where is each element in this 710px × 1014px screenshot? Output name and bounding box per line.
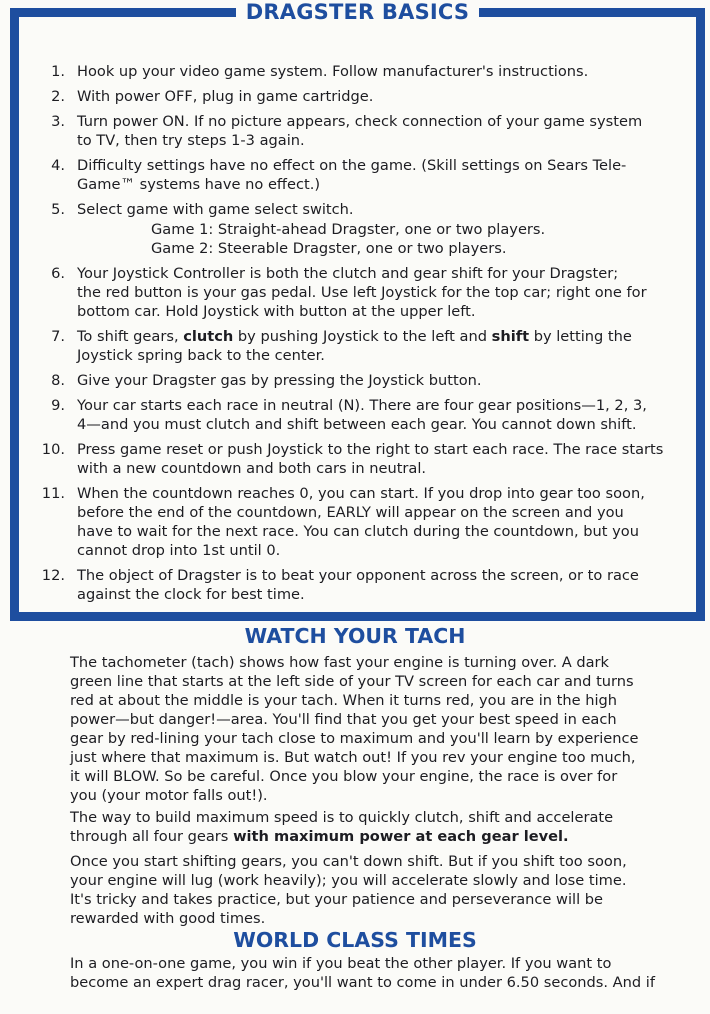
step-10: 10. Press game reset or push Joystick to the right to start each race. The race starts with a new countdown and both cars in neutral. [41, 441, 664, 477]
tach-paragraph-2: The way to build maximum speed is to quickly clutch, shift and accelerate through all four gears with maximum power at each gear level. [70, 809, 614, 845]
game-2: Game 2: Steerable Dragster, one or two players. [151, 240, 507, 257]
step-2: 2. With power OFF, plug in game cartridge. [51, 88, 374, 105]
world-paragraph-1: In a one-on-one game, you win if you beat the other player. If you want to become an expert drag racer, you'll want to come in under 6.50 seconds. And if [70, 955, 656, 991]
tach-paragraph-1: The tachometer (tach) shows how fast your engine is turning over. A dark green line that starts at the left side of your TV screen for each car and turns red at about the middle is your tach. When it turns red, you are in the high power—but danger!—area. You'll find that you get your best speed in each gear by red-lining your tach close to maximum and you'll learn by experience just where that maximum is. But watch out! If you rev your engine too much, it will BLOW. So be careful. Once you blow your engine, the race is over for you (your motor falls out!). [70, 654, 639, 804]
basics-box [10, 0, 705, 621]
basics-title: DRAGSTER BASICS [236, 0, 480, 27]
world-heading: WORLD CLASS TIMES [233, 928, 477, 952]
tach-heading: WATCH YOUR TACH [244, 624, 466, 648]
tach-paragraph-3: Once you start shifting gears, you can't down shift. But if you shift too soon, your engine will lug (work heavily); you will accelerate slowly and lose time. It's tricky and takes practice, but your patience and perseverance will be rewarded with good times. [70, 853, 627, 927]
step-1: 1. Hook up your video game system. Follow manufacturer's instructions. [51, 63, 589, 80]
game-1: Game 1: Straight-ahead Dragster, one or two players. [151, 221, 546, 238]
step-6: 6. Your Joystick Controller is both the clutch and gear shift for your Dragster; the red button is your gas pedal. Use left Joystick for the top car; right one for bottom car. Hold Joystick with button at the upper left. [51, 265, 647, 320]
step-8: 8. Give your Dragster gas by pressing the Joystick button. [51, 372, 482, 389]
step-4: 4. Difficulty settings have no effect on the game. (Skill settings on Sears Tele- Game™ systems have no effect.) [51, 157, 627, 193]
step-5: 5. Select game with game select switch. Game 1: Straight-ahead Dragster, one or two players. Game 2: Steerable Dragster, one or two players. [23, 200, 673, 258]
step-3: 3. Turn power ON. If no picture appears, check connection of your game system to TV, then try steps 1-3 again. [51, 113, 643, 149]
step-7: 7. To shift gears, clutch by pushing Joystick to the left and shift by letting the Joystick spring back to the center. [51, 328, 632, 364]
step-12: 12. The object of Dragster is to beat your opponent across the screen, or to race against the clock for best time. [41, 567, 639, 603]
step-11: 11. When the countdown reaches 0, you can start. If you drop into gear too soon, before the end of the countdown, EARLY will appear on the screen and you have to wait for the next race. You can clutch during the countdown, but you cannot drop into 1st until 0. [41, 485, 645, 559]
steps-list [23, 62, 673, 610]
step-9: 9. Your car starts each race in neutral (N). There are four gear positions—1, 2, 3, 4—and you must clutch and shift between each gear. You cannot down shift. [51, 397, 647, 433]
